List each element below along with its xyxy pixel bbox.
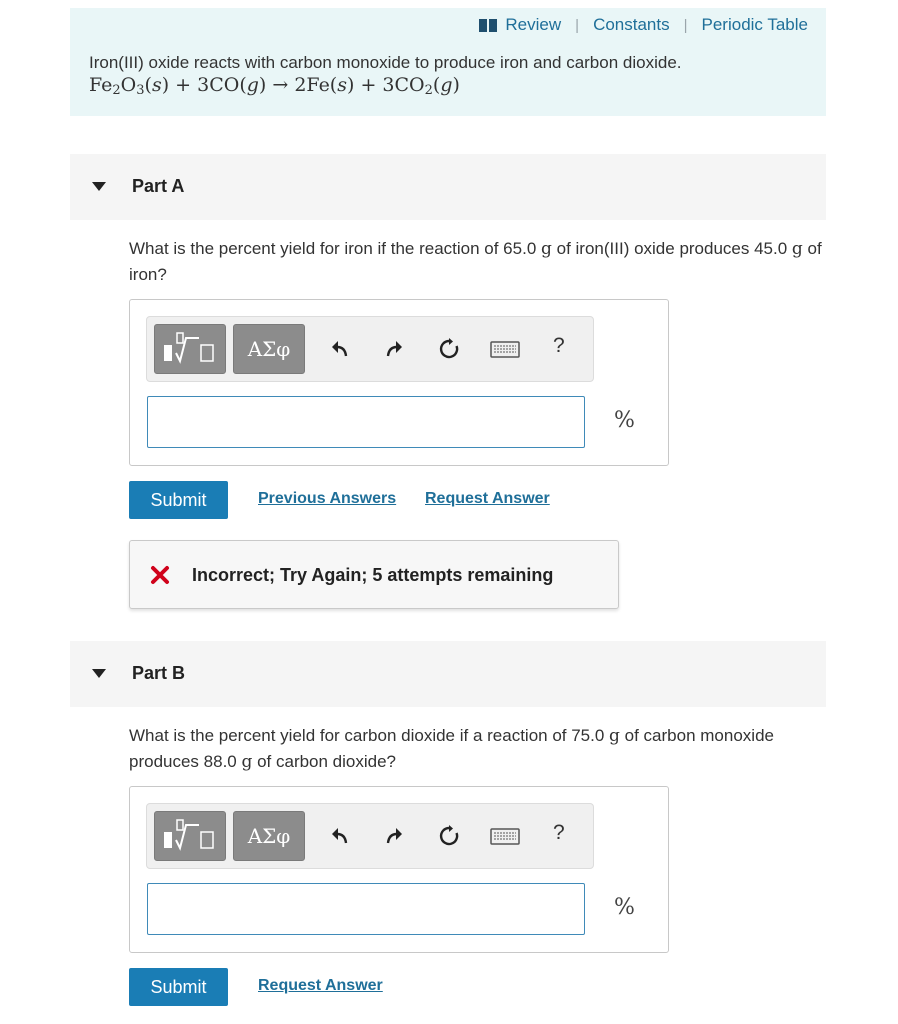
reset-icon[interactable] — [437, 824, 461, 848]
collapse-triangle-icon — [92, 669, 106, 678]
keyboard-icon[interactable] — [490, 824, 520, 848]
radical-template-icon — [155, 812, 225, 860]
constants-link[interactable]: Constants — [593, 15, 670, 34]
part-b-header[interactable] — [70, 641, 826, 707]
feedback-text: Incorrect; Try Again; 5 attempts remaining — [192, 565, 554, 585]
feedback-box — [129, 540, 619, 609]
templates-button[interactable] — [154, 324, 226, 374]
part-b-request-answer-link[interactable]: Request Answer — [258, 977, 383, 994]
book-icon — [479, 19, 497, 32]
part-b-title: Part B — [132, 663, 186, 683]
resource-links — [479, 15, 808, 35]
help-button[interactable]: ? — [553, 334, 565, 357]
part-a-answer-box — [129, 299, 669, 466]
part-a-header[interactable] — [70, 154, 826, 220]
part-a-answer-input[interactable] — [147, 396, 585, 448]
undo-icon[interactable] — [327, 337, 351, 361]
intro-text: Iron(III) oxide reacts with carbon monoxide to produce iron and carbon dioxide. — [89, 53, 682, 72]
intro-panel — [70, 8, 826, 116]
help-button[interactable]: ? — [553, 821, 565, 844]
separator: | — [683, 16, 688, 34]
redo-icon[interactable] — [383, 824, 407, 848]
part-a-request-answer-link[interactable]: Request Answer — [425, 490, 550, 507]
templates-button[interactable] — [154, 811, 226, 861]
math-toolbar — [146, 316, 594, 382]
part-a-submit-button[interactable]: Submit — [129, 481, 228, 519]
review-link[interactable]: Review — [505, 15, 562, 34]
percent-unit: % — [614, 895, 635, 920]
part-b-answer-box — [129, 786, 669, 953]
part-b-question: What is the percent yield for carbon dioxide if a reaction of 75.0 g of carbon monoxide produces 88.0 g of carbon dioxide? — [129, 726, 774, 772]
percent-unit: % — [614, 408, 635, 433]
periodic-table-link[interactable]: Periodic Table — [701, 15, 808, 34]
radical-template-icon — [155, 325, 225, 373]
greek-symbols-button[interactable]: ΑΣφ — [233, 324, 305, 374]
redo-icon[interactable] — [383, 337, 407, 361]
part-a-title: Part A — [132, 176, 185, 196]
math-toolbar — [146, 803, 594, 869]
separator: | — [575, 16, 580, 34]
keyboard-icon[interactable] — [490, 337, 520, 361]
reset-icon[interactable] — [437, 337, 461, 361]
part-b-submit-button[interactable]: Submit — [129, 968, 228, 1006]
incorrect-x-icon — [150, 565, 170, 585]
collapse-triangle-icon — [92, 182, 106, 191]
undo-icon[interactable] — [327, 824, 351, 848]
part-a-question: What is the percent yield for iron if the reaction of 65.0 g of iron(III) oxide produces 45.0 g of iron? — [129, 239, 822, 284]
chemical-equation: $Fe_2O_3(s) + 3CO(g) \to 2Fe(s) + 3CO_2(g)$ — [89, 74, 460, 98]
previous-answers-link[interactable]: Previous Answers — [258, 490, 397, 507]
part-b-answer-input[interactable] — [147, 883, 585, 935]
greek-symbols-button[interactable]: ΑΣφ — [233, 811, 305, 861]
